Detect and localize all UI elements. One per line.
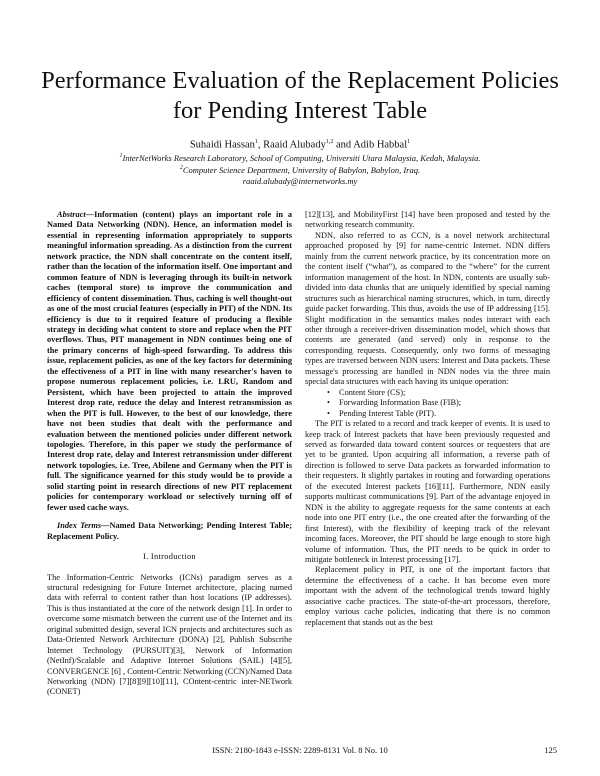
title-line-2: for Pending Interest Table — [172, 97, 428, 124]
body-paragraph: Replacement policy in PIT, is one of the important factors that determine the effectiveness of a cache. It has become even more important with the advent of the technological trends toward highly associative cache practices. The state-of-the-art processors, therefore, employ various cache policies, indicating that there is no common replacement that stands out as the best — [305, 565, 550, 627]
author-separator: , — [257, 139, 264, 151]
page-number: 125 — [544, 745, 557, 755]
affiliation-2 — [30, 163, 570, 175]
list-item: • Content Store (CS); — [327, 388, 550, 398]
author-sup: 1,2 — [325, 139, 334, 145]
body-paragraph: [12][13], and MobilityFirst [14] have been proposed and tested by the networking research community. — [305, 210, 550, 230]
section-heading-introduction: I. Introduction — [143, 552, 196, 562]
title-line-1: Performance Evaluation of the Replacement Policies — [41, 67, 559, 94]
list-item: • Pending Interest Table (PIT). — [327, 409, 550, 419]
index-terms — [47, 521, 292, 542]
body-paragraph: NDN, also referred to as CCN, is a novel network architectural approached proposed by [9] for name-centric Internet. NDN differs mainly from the current network practice, by its concentration more on the content itself (“what”), as compared to the “where” for the current information management of the host. In NDN, contents are usually sub-divided into data chunks that are uniquely identified by special naming structures such as hierarchical naming structures, which, in turn, directly guide packet forwarding. This thus, avoids the use of IP addressing [15]. Slight modification in the semantics makes nodes interact with each other through a receiver-driven dissemination model, which shows that contents are generated (and served) only in response to the corresponding requests. Consequently, only two forms of messaging types are traversed between NDN users: Interest and Data packets. These message's processing are handled in NDN nodes via the three main special data structures with each having its unique operation: — [305, 230, 550, 387]
intro-paragraph: The Information-Centric Networks (ICNs) paradigm serves as a structural redesigning for Future Internet architecture, placing named data with referral to content rather than host locations (IP addresses). This is thus instantiated at the core of the network design [1]. In order to overcome some mismatch between the current use of the Internet and its original submitted design, several ICN projects and architectures such as Data-Oriented Network Architecture (DONA) [2], Publish Subscribe Internet Technology (PURSUIT)[3], Network of Information (NetInf)/Scalable and Adaptive Internet Solutions (SAIL) [4][5], CONVERGENCE [6] , Content-Centric Networking (CCN)/Named Data Networking (NDN) [7][8][9][10][11], COntent-centric inter-NETwork (CONET) — [47, 572, 292, 697]
affiliation-text: InterNetWorks Research Laboratory, School of Computing, Universiti Utara Malaysia, Kedah, Malaysia. — [122, 152, 481, 163]
author-name: Raaid Alubady — [263, 139, 326, 151]
list-item: • Forwarding Information Base (FIB); — [327, 398, 550, 408]
affiliation-sup: 2 — [179, 165, 183, 171]
footer-issn: ISSN: 2180-1843 e-ISSN: 2289-8131 Vol. 8 No. 10 — [212, 745, 388, 755]
author-separator: and — [333, 139, 354, 151]
abstract-text: —Information (content) plays an important role in a Named Data Networking (NDN). Hence, an information model is essential in representing information appropriately to supports meaningful information spreading. As a distinction from the current network practice, the NDN shall concentrate on the content itself, rather than the location of the information itself. One important and common feature of NDN is leveraging through its built-in network caches (temporal store) to improve the communication and efficiency of content dissemination. Thus, caching is well thought-out as one of the most crucial features (especially in PIT) of the NDN. Its efficiency is due to it required feature of producing a flexible strategy in deciding what content to store and replace when the PIT overflows. Thus, PIT management in NDN continues being one of the primary concerns of high-speed forwarding. To address this issue, replacement policies, as one of the key factors for determining the effectiveness of a PIT in line with many researcher's haven to propose numerous replacement policies, i.e. LRU, Random and Persistent, which have been projected to attain the improved Interest drop rate, reduce the delay and Interest retransmission as when the PIT is full. However, to the best of our knowledge, there have not been studies that dealt with the performance and evaluation between the mentioned policies under different network topologies. Therefore, in this paper we study the performance of Interest drop rate, delay and Interest retransmission under different network topologies, i.e. Tree, Abilene and Germany when the PIT is full. The significance yearned for this study would be to provide a solid starting point in research directions of new PIT replacement policies for contemporary workload or selectively turning off of fewer used cache ways. — [47, 210, 292, 512]
affiliation-sup: 1 — [119, 153, 123, 159]
left-column — [47, 210, 292, 698]
author-sup: 1 — [254, 139, 258, 145]
author-name: Adib Habbal — [353, 139, 408, 151]
index-terms-text: —Named Data Networking; Pending Interest Table; Replacement Policy. — [47, 521, 292, 541]
author-sup: 1 — [407, 139, 411, 145]
index-terms-lead: Index Terms — [57, 521, 102, 531]
abstract — [47, 210, 292, 513]
abstract-lead: Abstract — [57, 210, 86, 219]
affiliation-text: Computer Science Department, University of Babylon, Babylon, Iraq. — [182, 164, 421, 175]
paper-title — [30, 66, 570, 126]
author-list — [30, 136, 570, 152]
affiliation-1 — [30, 151, 570, 163]
bullet-list — [305, 388, 550, 419]
author-email[interactable]: raaid.alubady@internetworks.my — [242, 176, 358, 186]
body-paragraph: The PIT is related to a record and track keeper of events. It is used to keep track of Interest packets that have been previously requested and served as forwarded data toward content sources or requesters that are yet to be granted. Upon acquiring all information, a reverse path of direction is followed to serve Data packets as forwarded information to their requesters. It slightly partakes in routing and forwarding operations of the executed Interest packets [16][11]. Furthermore, NDN easily supports multicast communications [9]. Part of the advantage enjoyed in NDN is the ability to aggregate requests for the same contents at each node into one PIT entry (i.e., the one created after the forwarding of the first Interest), with the flexibility of keeping track of the relevant incoming faces. Moreover, the PIT should be large enough to store high volume of information. Thus, the PIT needs to be quick in order to mitigate bottleneck in Interest processing [17]. — [305, 419, 550, 564]
author-name: Suhaidi Hassan — [189, 139, 255, 151]
right-column — [305, 210, 550, 628]
